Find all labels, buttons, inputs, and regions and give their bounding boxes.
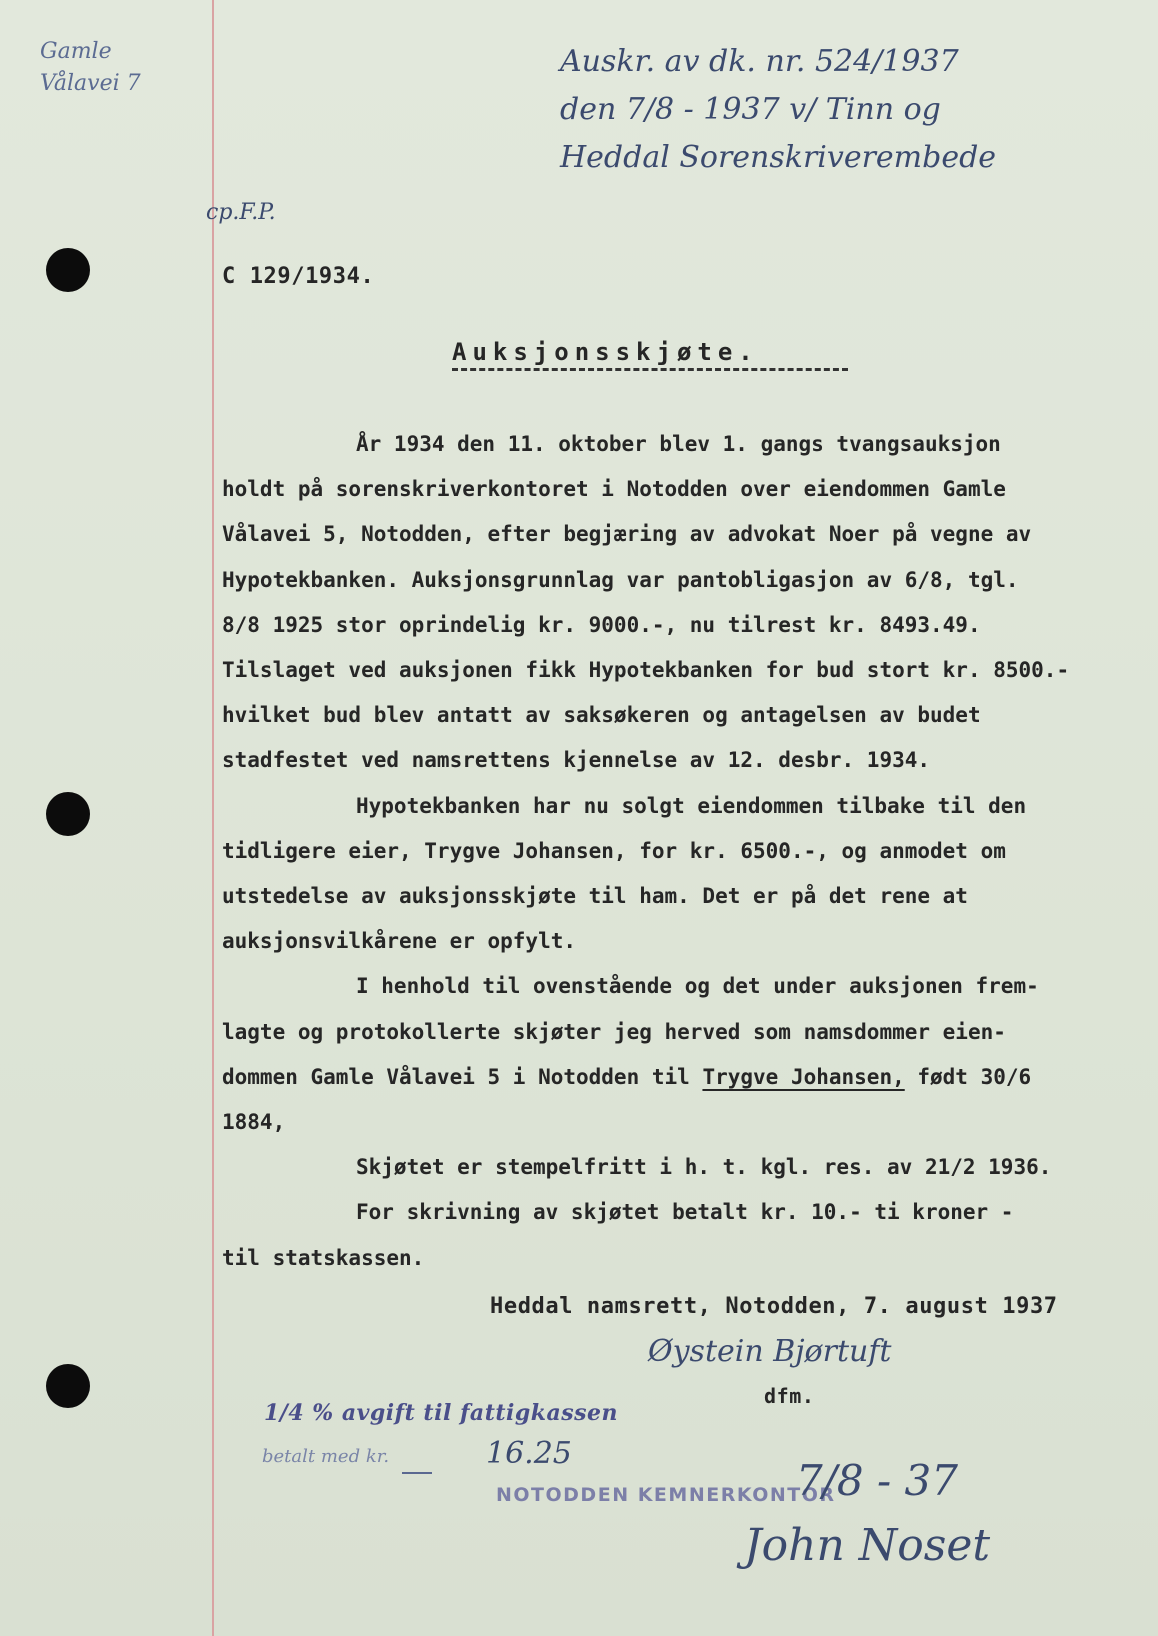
body-line: Tilslaget ved auksjonen fikk Hypotekbanken for bud stort kr. 8500.- (222, 658, 1070, 683)
body-line: utstedelse av auksjonsskjøte til ham. Det er på det rene at (222, 884, 968, 909)
stamp-date: 7/8 - 37 (796, 1456, 958, 1505)
margin-note-line: Vålavei 7 (40, 71, 141, 96)
body-line: Hypotekbanken. Auksjonsgrunnlag var pantobligasjon av 6/8, tgl. (222, 567, 1019, 592)
buyer-birth: født 30/6 (904, 1064, 1032, 1089)
judge-signature: Øystein Bjørtuft (648, 1334, 892, 1369)
registration-note-line: den 7/8 - 1937 v/ Tinn og (560, 92, 941, 127)
body-line: Vålavei 5, Notodden, efter begjæring av advokat Noer på vegne av (222, 522, 1032, 547)
body-line: Hypotekbanken har nu solgt eiendommen tilbake til den (356, 793, 1027, 818)
body-line: Skjøtet er stempelfritt i h. t. kgl. res. av 21/2 1936. (356, 1155, 1052, 1180)
place-and-date: Heddal namsrett, Notodden, 7. august 1937 (490, 1294, 1058, 1319)
registration-note-line: Heddal Sorenskriverembede (560, 140, 997, 175)
office-stamp: NOTODDEN KEMNERKONTOR (496, 1484, 836, 1506)
buyer-name: Trygve Johansen, (702, 1064, 905, 1089)
body-line: 1884, (222, 1110, 286, 1135)
handwritten-registration-note (560, 38, 996, 182)
document-title: Auksjonsskjøte. (452, 338, 759, 366)
dash-mark (402, 1472, 432, 1474)
body-line: til statskassen. (222, 1245, 425, 1270)
fee-stamp-line: 1/4 % avgift til fattigkassen (264, 1400, 619, 1426)
body-line: tidligere eier, Trygve Johansen, for kr. 6500.-, og anmodet om (222, 838, 1006, 863)
body-line: I henhold til ovenstående og det under auksjonen frem- (356, 974, 1039, 999)
registration-note-line: Auskr. av dk. nr. 524/1937 (560, 44, 959, 79)
body-line: År 1934 den 11. oktober blev 1. gangs tvangsauksjon (356, 432, 1001, 456)
body-line: holdt på sorenskriverkontoret i Notodden over eiendommen Gamle (222, 477, 1006, 502)
body-line: auksjonsvilkårene er opfylt. (222, 929, 577, 954)
paid-amount: 16.25 (486, 1436, 572, 1471)
handwritten-margin-note (40, 36, 141, 100)
body-line-text: dommen Gamle Vålavei 5 i Notodden til (222, 1064, 703, 1089)
body-line: lagte og protokollerte skjøter jeg herved som namsdommer eien- (222, 1019, 1006, 1044)
punch-hole (46, 248, 90, 292)
punch-hole (46, 1364, 90, 1408)
body-line: hvilket bud blev antatt av saksøkeren og antagelsen av budet (222, 703, 981, 728)
case-number: C 129/1934. (222, 264, 375, 289)
margin-note-line: Gamle (40, 39, 112, 64)
title-underline (452, 368, 848, 371)
body-line: 8/8 1925 stor oprindelig kr. 9000.-, nu tilrest kr. 8493.49. (222, 612, 981, 637)
paid-label: betalt med kr. (262, 1446, 390, 1467)
body-line: stadfestet ved namsrettens kjennelse av 12. desbr. 1934. (222, 748, 931, 773)
handwritten-copy-mark: cp.F.P. (206, 200, 276, 225)
punch-hole (46, 792, 90, 836)
margin-rule (212, 0, 214, 1636)
body-line (222, 1055, 1102, 1100)
body-line: For skrivning av skjøtet betalt kr. 10.- ti kroner - (356, 1200, 1014, 1225)
document-body (222, 422, 1102, 1281)
signature-title: dfm. (764, 1384, 815, 1408)
stamp-signature: John Noset (744, 1520, 991, 1571)
